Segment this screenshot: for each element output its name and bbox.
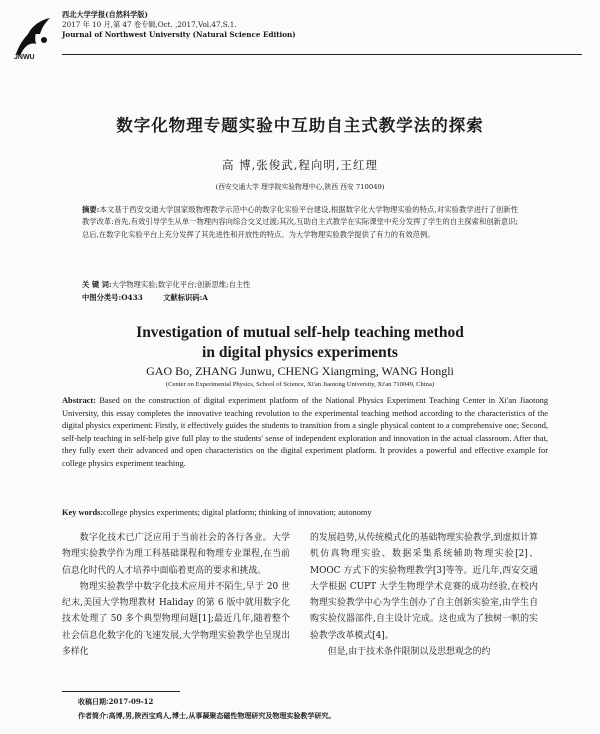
- journal-logo-abbr: JNWU: [14, 54, 35, 61]
- clc-label: 中图分类号:: [82, 293, 122, 302]
- abstract-en-text: Based on the construction of digital experiment platform of the National Physics Experiment Teaching Center in Xi'an Jiaotong University, this essay completes the innovative teaching revolution to the experimental teaching method according to the characteristics of the digital physics experiment: Firstly, it effectively guides the students to transition from a single physical content to a comprehensive one; Second, self-help teaching in self-help give full play to the students' sense of independent exploration and innovation in the actual classroom. After that, they fully exert their advanced and open characteristics on the digital experiment platform. It provides a powerful and effective example for college physics experiment teaching.: [62, 396, 549, 468]
- clc-number: [82, 293, 143, 302]
- keywords-cn-label: 关 键 词:: [82, 280, 112, 289]
- keywords-cn: [82, 279, 518, 291]
- keywords-cn-text: 大学物理实验;数字化平台;创新思维;自主性: [111, 280, 251, 289]
- abstract-en-label: Abstract:: [62, 396, 96, 405]
- body-paragraph: 数字化技术已广泛应用于当前社会的各行各业。大学物理实验教学作为理工科基础课程和物理专业课程,在当前信息化时代的人才培养中面临着更高的要求和挑战。: [62, 533, 290, 576]
- footnote-author-bio: 作者简介:高博,男,陕西宝鸡人,博士,从事凝聚态磁性物理研究及物理实验教学研究。: [78, 711, 336, 720]
- body-column-left: [62, 530, 290, 660]
- footnote-rule: [62, 691, 180, 692]
- keywords-en-label: Key words:: [62, 508, 104, 517]
- journal-header: [14, 10, 582, 64]
- paper-title-en-line1: Investigation of mutual self-help teaching method: [136, 324, 464, 341]
- journal-name-cn: 西北大学学报(自然科学版): [62, 10, 148, 19]
- body-paragraph: 的发展趋势,从传统模式化的基础物理实验教学,到虚拟计算机仿真物理实验、数据采集系统辅助物理实验[2]、MOOC 方式下的实验物理教学[3]等等。近几年,西安交通大学根据 CUPT 大学生物理学术竞赛的成功经验,在校内物理实验教学中心为学生创办了自主创新实验室,由学生自购实验仪器部件,自主设计完成。这也成为了独树一帜的实验教学改革模式[4]。: [310, 533, 538, 641]
- authors-cn: 高 博,张俊武,程向明,王红理: [221, 158, 379, 172]
- body-paragraph: 物理实验教学中数字化技术应用并不陌生,早于 20 世纪末,美国大学物理教材 Haliday 的第 6 版中就用数字化技术处理了 50 多个典型物理问题[1];最近几年,随着整个社会信息化数字化的飞速发展,大学物理实验教学也呈现出多样化: [62, 581, 290, 658]
- document-code-value: A: [202, 293, 208, 302]
- journal-name-en: Journal of Northwest University (Natural Science Edition): [62, 30, 296, 39]
- header-rule: [62, 54, 582, 55]
- abstract-cn: [82, 204, 518, 241]
- paper-title-cn: 数字化物理专题实验中互助自主式教学法的探索: [116, 116, 484, 135]
- footnote-received: 收稿日期:2017-09-12: [78, 697, 154, 706]
- paper-title-en-line2: in digital physics experiments: [202, 343, 398, 361]
- abstract-cn-text: 本文基于西安交通大学国家级物理教学示范中心的数字化实验平台建设,根据数字化大学物理实验的特点,对实验教学进行了创新性教学改革:首先,有效引导学生从单一物理内容向综合交叉过渡;其次,互助自主式教学在实际课堂中充分发挥了学生的自主探索和创新意识;总后,在数字化实验平台上充分发挥了其先进性和开放性的特点。为大学物理实验教学提供了有力的有效范例。: [82, 205, 518, 239]
- body-paragraph: 但是,由于技术条件限制以及思想观念的约: [327, 647, 491, 658]
- keywords-en: [62, 507, 548, 519]
- affiliation-cn: (西安交通大学 理学院实验物理中心,陕西 西安 710049): [215, 183, 385, 191]
- classification-cn: [82, 292, 518, 304]
- document-code-label: 文献标识码:: [163, 293, 203, 302]
- keywords-en-text: college physics experiments; digital platform; thinking of innovation; autonomy: [103, 508, 372, 517]
- journal-issue: 2017 年 10 月,第 47 卷专辑,Oct. ,2017,Vol.47,S.1.: [62, 20, 237, 29]
- abstract-en: [62, 395, 548, 470]
- affiliation-en: (Center on Experimental Physics, School of Science, Xi'an Jiaotong University, Xi'an 710049, China): [165, 381, 435, 388]
- paper-title-en: [0, 323, 600, 362]
- authors-en: GAO Bo, ZHANG Junwu, CHENG Xiangming, WANG Hongli: [146, 364, 454, 378]
- clc-value: O433: [121, 293, 143, 302]
- document-code: [163, 293, 208, 302]
- body-column-right: [310, 530, 538, 660]
- abstract-cn-label: 摘要:: [82, 205, 100, 214]
